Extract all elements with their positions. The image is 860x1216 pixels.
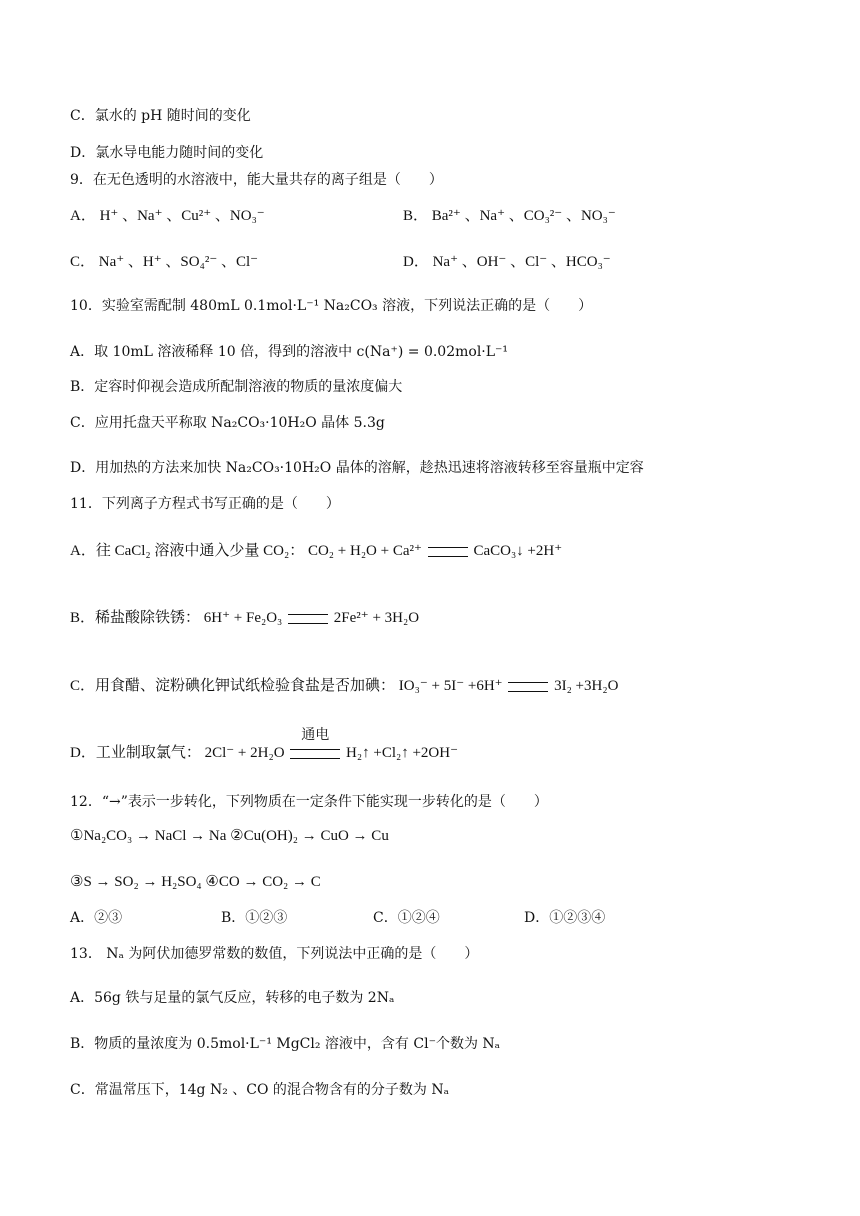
q12-stem: 12．“→”表示一步转化，下列物质在一定条件下能实现一步转化的是（ ） [70, 794, 548, 810]
double-line-equals [288, 614, 328, 624]
q11-a-prefix: A．往 CaCl₂ 溶液中通入少量 CO₂： [70, 543, 305, 559]
q11-option-d [70, 727, 459, 763]
q12-option-c: C．①②④ [373, 910, 440, 926]
prev-option-c: C．氯水的 pH 随时间的变化 [70, 108, 251, 124]
q9-option-c: C． Na⁺ 、H⁺ 、SO₄²⁻ 、Cl⁻ [70, 254, 259, 270]
q11-c-prefix: C．用食醋、淀粉碘化钾试纸检验食盐是否加碘： [70, 678, 396, 694]
electrolysis-equals [290, 727, 340, 759]
q12-option-b: B．①②③ [221, 910, 288, 926]
q11-option-b [70, 608, 419, 628]
q13-option-a: A．56g 铁与足量的氯气反应，转移的电子数为 2Nₐ [70, 990, 395, 1006]
q10-option-b: B．定容时仰视会造成所配制溶液的物质的量浓度偏大 [70, 379, 403, 395]
q9-option-b: B． Ba²⁺ 、Na⁺ 、CO₃²⁻ 、NO₃⁻ [403, 208, 616, 224]
q11-d-condition: 通电 [301, 727, 330, 743]
q11-option-a [70, 541, 562, 561]
q12-option-d: D．①②③④ [524, 910, 606, 926]
q10-option-a: A．取 10mL 溶液稀释 10 倍，得到的溶液中 c(Na⁺) = 0.02mol·L⁻¹ [70, 344, 509, 360]
q11-d-right: H₂↑ +Cl₂↑ +2OH⁻ [346, 745, 459, 761]
q10-option-d: D．用加热的方法来加快 Na₂CO₃·10H₂O 晶体的溶解，趁热迅速将溶液转移至容量瓶中定容 [70, 460, 644, 476]
q11-a-left: CO₂ + H₂O + Ca²⁺ [307, 543, 422, 559]
q11-d-prefix: D．工业制取氯气： [70, 745, 201, 761]
q11-d-left: 2Cl⁻ + 2H₂O [204, 745, 285, 761]
q12-line1: ①Na₂CO₃ → NaCl → Na ②Cu(OH)₂ → CuO → Cu [70, 828, 389, 844]
q12-option-a: A．②③ [70, 910, 123, 926]
q11-stem: 11．下列离子方程式书写正确的是（ ） [70, 496, 340, 512]
q9-option-a: A． H⁺ 、Na⁺ 、Cu²⁺ 、NO₃⁻ [70, 208, 265, 224]
q11-a-right: CaCO₃↓ +2H⁺ [473, 543, 563, 559]
q13-option-c: C．常温常压下，14g N₂ 、CO 的混合物含有的分子数为 Nₐ [70, 1082, 449, 1098]
q9-stem: 9．在无色透明的水溶液中，能大量共存的离子组是（ ） [70, 172, 443, 188]
double-line-equals [508, 682, 548, 692]
q10-option-c: C．应用托盘天平称取 Na₂CO₃·10H₂O 晶体 5.3g [70, 415, 385, 431]
prev-option-d: D．氯水导电能力随时间的变化 [70, 145, 264, 161]
double-line-equals [428, 547, 468, 557]
q11-c-left: IO₃⁻ + 5I⁻ +6H⁺ [398, 678, 503, 694]
q9-option-d: D． Na⁺ 、OH⁻ 、Cl⁻ 、HCO₃⁻ [403, 254, 611, 270]
q13-stem: 13． Nₐ 为阿伏加德罗常数的数值，下列说法中正确的是（ ） [70, 946, 479, 962]
q11-b-right: 2Fe²⁺ + 3H₂O [333, 610, 420, 626]
q11-b-left: 6H⁺ + Fe₂O₃ [203, 610, 283, 626]
q13-option-b: B．物质的量浓度为 0.5mol·L⁻¹ MgCl₂ 溶液中，含有 Cl⁻个数为 Nₐ [70, 1036, 501, 1052]
q11-option-c [70, 676, 618, 696]
q12-line2: ③S → SO₂ → H₂SO₄ ④CO → CO₂ → C [70, 874, 321, 890]
q11-c-right: 3I₂ +3H₂O [554, 678, 619, 694]
q11-b-prefix: B．稀盐酸除铁锈： [70, 610, 201, 626]
q10-stem: 10．实验室需配制 480mL 0.1mol·L⁻¹ Na₂CO₃ 溶液，下列说法正确的是（ ） [70, 298, 593, 314]
